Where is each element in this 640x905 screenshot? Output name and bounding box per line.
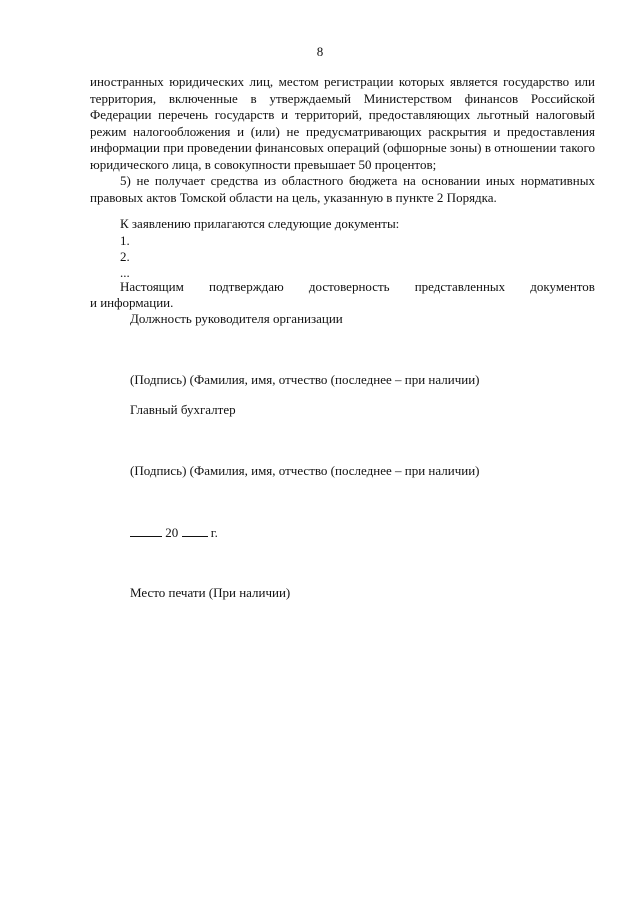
chief-accountant-label: Главный бухгалтер bbox=[130, 402, 236, 417]
body-text-block bbox=[90, 74, 595, 206]
date-line bbox=[130, 525, 218, 541]
confirm-word: достоверность bbox=[308, 279, 390, 294]
attachment-item-ellipsis: ... bbox=[120, 265, 130, 280]
attachment-item-1: 1. bbox=[120, 233, 130, 248]
date-suffix: г. bbox=[210, 525, 218, 540]
attachment-item-2: 2. bbox=[120, 249, 130, 264]
attachments-intro: К заявлению прилагаются следующие документы: bbox=[120, 216, 400, 231]
seal-place-label: Место печати (При наличии) bbox=[130, 585, 291, 600]
paragraph-item-5: 5) не получает средства из областного бюджета на основании иных нормативных правовых актов Томской области на цель, указанную в пункте 2 Порядка. bbox=[90, 173, 595, 205]
date-year-prefix: 20 bbox=[165, 525, 179, 540]
paragraph-foreign-entities: иностранных юридических лиц, местом регистрации которых является государство или территория, включенные в утверждаемый Министерством финансов Российской Федерации перечень государств и территорий, предоставляющих льготный налоговый режим налогообложения и (или) не предусматривающих раскрытия и предоставления информации при проведении финансовых операций (офшорные зоны) в отношении такого юридического лица, в совокупности превышает 50 процентов; bbox=[90, 74, 595, 172]
signature-caption-head: (Подпись) (Фамилия, имя, отчество (последнее – при наличии) bbox=[130, 372, 480, 387]
confirm-word: представленных bbox=[414, 279, 506, 294]
date-year-blank bbox=[182, 525, 208, 537]
confirm-word: Настоящим bbox=[120, 279, 184, 294]
page-number: 8 bbox=[316, 44, 324, 59]
confirmation-line bbox=[120, 279, 595, 295]
signature-caption-accountant: (Подпись) (Фамилия, имя, отчество (последнее – при наличии) bbox=[130, 463, 480, 478]
confirm-word: подтверждаю bbox=[208, 279, 284, 294]
confirmation-tail: и информации. bbox=[90, 295, 174, 310]
head-position-label: Должность руководителя организации bbox=[130, 311, 343, 326]
confirm-word: документов bbox=[530, 279, 595, 294]
date-day-blank bbox=[130, 525, 162, 537]
